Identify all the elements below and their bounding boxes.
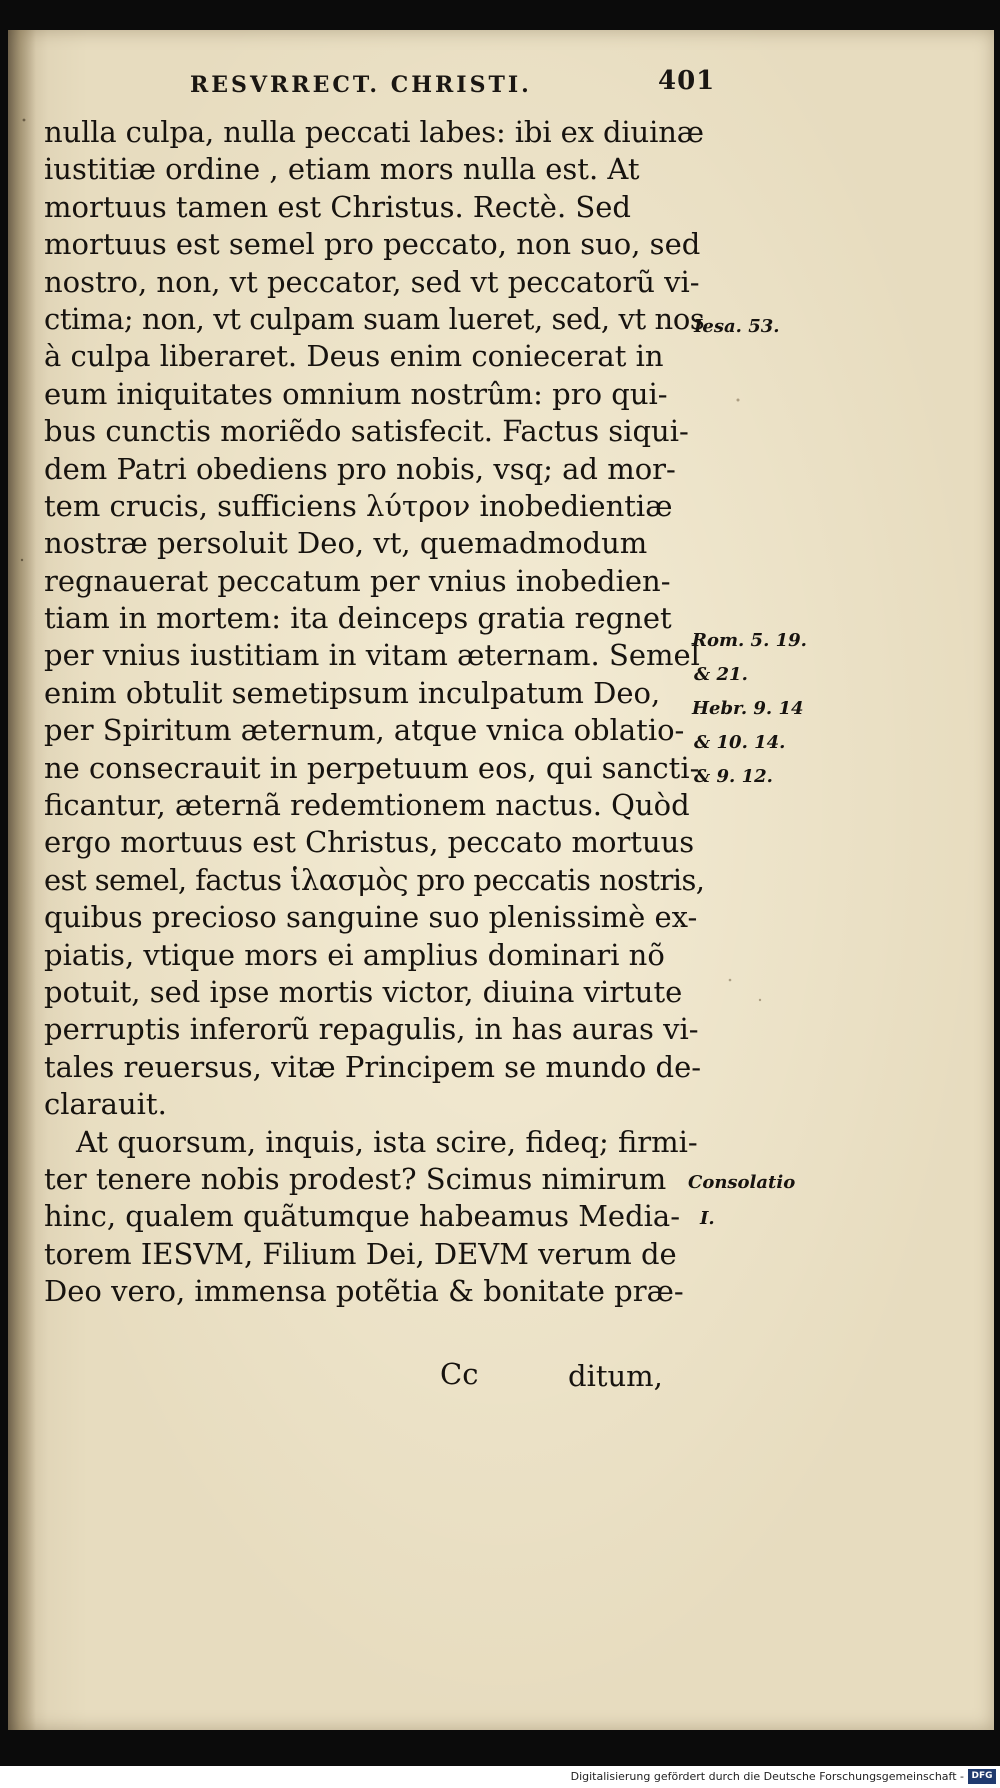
margin-note-consolatio-number: I.	[700, 1208, 715, 1229]
digitization-footer	[0, 1766, 1000, 1788]
text-line: bus cunctis moriẽdo satisfecit. Factus siqui-	[44, 414, 689, 449]
dfg-logo: DFG	[968, 1769, 996, 1784]
signature-mark: Cc	[440, 1357, 479, 1391]
text-line: ter tenere nobis prodest? Scimus nimirum	[44, 1161, 667, 1196]
text-line: per vnius iustitiam in vitam æternam. Semel	[44, 638, 700, 673]
text-line: per Spiritum æternum, atque vnica oblatio-	[44, 713, 685, 748]
margin-note-hebrews-10: & 10. 14.	[694, 732, 786, 753]
text-line: nulla culpa, nulla peccati labes: ibi ex diuinæ	[44, 115, 704, 149]
margin-note-romans-21: & 21.	[694, 664, 748, 685]
text-line: torem IESVM, Filium Dei, DEVM verum de	[44, 1236, 677, 1271]
margin-note-consolatio: Consolatio	[688, 1172, 796, 1193]
text-line: perruptis inferorũ repagulis, in has auras vi-	[44, 1012, 699, 1047]
text-line: tiam in mortem: ita deinceps gratia regnet	[44, 601, 672, 636]
text-line: enim obtulit semetipsum inculpatum Deo,	[44, 675, 661, 710]
catchword: ditum,	[568, 1359, 663, 1393]
page-number: 401	[658, 66, 716, 96]
text-line: tales reuersus, vitæ Principem se mundo de-	[44, 1049, 702, 1084]
text-line: iustitiæ ordine , etiam mors nulla est. At	[44, 152, 640, 187]
text-line: piatis, vtique mors ei amplius dominari nõ	[44, 937, 665, 972]
funding-credit: Digitalisierung gefördert durch die Deutsche Forschungsgemeinschaft -	[570, 1770, 964, 1783]
running-head: RESVRRECT. CHRISTI.	[190, 72, 532, 98]
margin-note-hebrews-9: & 9. 12.	[694, 766, 773, 787]
text-line: hinc, qualem quãtumque habeamus Media-	[44, 1199, 681, 1234]
text-line: mortuus est semel pro peccato, non suo, sed	[44, 227, 701, 262]
text-line: à culpa liberaret. Deus enim coniecerat in	[44, 339, 664, 374]
text-line: nostro, non, vt peccator, sed vt peccatorũ vi-	[44, 264, 700, 299]
text-line: mortuus tamen est Christus. Rectè. Sed	[44, 189, 631, 224]
text-line: eum iniquitates omnium nostrûm: pro qui-	[44, 376, 668, 411]
margin-note-romans: Rom. 5. 19.	[692, 630, 807, 651]
text-line: ne consecrauit in perpetuum eos, qui sancti-	[44, 750, 700, 785]
margin-note-hebrews: Hebr. 9. 14	[692, 698, 804, 719]
text-line: tem crucis, sufficiens λύτρον inobedientiæ	[44, 488, 673, 523]
text-line: regnauerat peccatum per vnius inobedien-	[44, 563, 671, 598]
text-line: At quorsum, inquis, ista scire, fideq; firmi-	[76, 1124, 698, 1159]
text-line: ergo mortuus est Christus, peccato mortuus	[44, 825, 695, 860]
text-line: Deo vero, immensa potẽtia & bonitate præ-	[44, 1274, 684, 1309]
text-line: nostræ persoluit Deo, vt, quemadmodum	[44, 526, 648, 561]
text-line: quibus precioso sanguine suo plenissimè ex-	[44, 900, 698, 935]
margin-note-isaiah: Iesa. 53.	[694, 316, 780, 337]
text-line: potuit, sed ipse mortis victor, diuina virtute	[44, 974, 683, 1009]
text-line: ctima; non, vt culpam suam lueret, sed, vt nos	[44, 301, 705, 336]
text-line: ficantur, æternã redemtionem nactus. Quòd	[44, 788, 690, 823]
text-line: dem Patri obediens pro nobis, vsq; ad mor-	[44, 451, 676, 486]
text-line: clarauit.	[44, 1087, 167, 1122]
text-line: est semel, factus ἱλασμὸς pro peccatis nostris,	[44, 862, 705, 897]
